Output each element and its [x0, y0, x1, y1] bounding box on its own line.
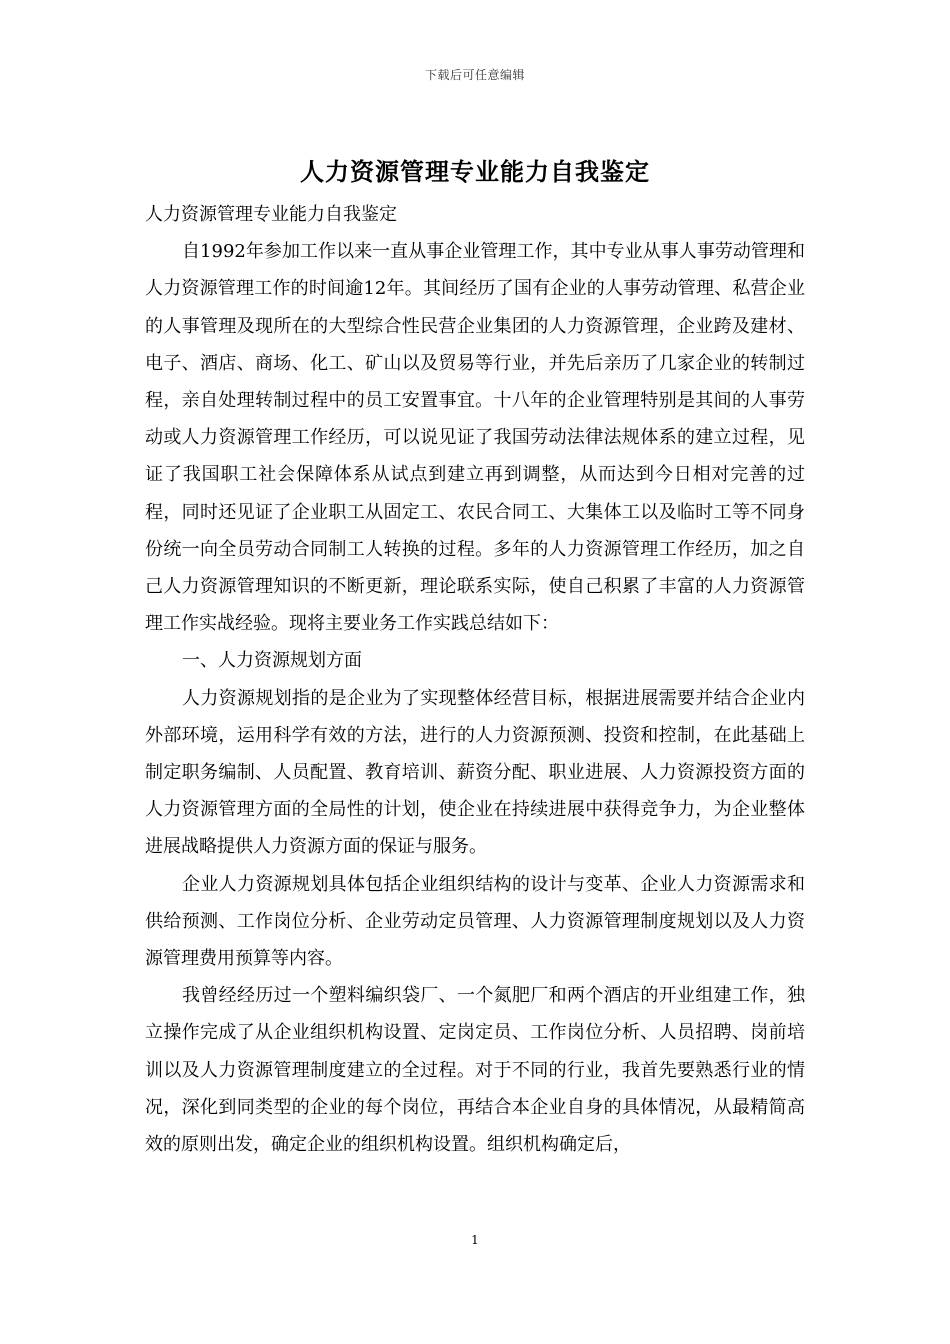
section-heading: 一、人力资源规划方面 [182, 650, 362, 672]
page-number: 1 [471, 1233, 479, 1247]
document-title: 人力资源管理专业能力自我鉴定 [300, 157, 650, 186]
document-body [145, 196, 805, 1163]
subtitle-paragraph: 人力资源管理专业能力自我鉴定 [145, 204, 397, 225]
body-paragraph: 人力资源规划指的是企业为了实现整体经营目标，根据进展需要并结合企业内外部环境，运用科学有效的方法，进行的人力资源预测、投资和控制，在此基础上制定职务编制、人员配置、教育培训、薪资分配、职业进展、人力资源投资方面的人力资源管理方面的全局性的计划，使企业在持续进展中获得竞争力，为企业整体进展战略提供人力资源方面的保证与服务。 [145, 687, 805, 858]
header-note: 下载后可任意编辑 [424, 68, 525, 82]
body-paragraph: 自1992年参加工作以来一直从事企业管理工作，其中专业从事人事劳动管理和人力资源管理工作的时间逾12年。其间经历了国有企业的人事劳动管理、私营企业的人事管理及现所在的大型综合性民营企业集团的人力资源管理，企业跨及建材、电子、酒店、商场、化工、矿山以及贸易等行业，并先后亲历了几家企业的转制过程，亲自处理转制过程中的员工安置事宜。十八年的企业管理特别是其间的人事劳动或人力资源管理工作经历，可以说见证了我国劳动法律法规体系的建立过程，见证了我国职工社会保障体系从试点到建立再到调整，从而达到今日相对完善的过程，同时还见证了企业职工从固定工、农民合同工、大集体工以及临时工等不同身份统一向全员劳动合同制工人转换的过程。多年的人力资源管理工作经历，加之自己人力资源管理知识的不断更新，理论联系实际，使自己积累了丰富的人力资源管理工作实战经验。现将主要业务工作实践总结如下： [145, 241, 805, 635]
body-paragraph: 我曾经经历过一个塑料编织袋厂、一个氮肥厂和两个酒店的开业组建工作，独立操作完成了从企业组织机构设置、定岗定员、工作岗位分析、人员招聘、岗前培训以及人力资源管理制度建立的全过程。对于不同的行业，我首先要熟悉行业的情况，深化到同类型的企业的每个岗位，再结合本企业自身的具体情况，从最精简高效的原则出发，确定企业的组织机构设置。组织机构确定后， [145, 985, 805, 1156]
body-paragraph: 企业人力资源规划具体包括企业组织结构的设计与变革、企业人力资源需求和供给预测、工作岗位分析、企业劳动定员管理、人力资源管理制度规划以及人力资源管理费用预算等内容。 [145, 873, 805, 970]
